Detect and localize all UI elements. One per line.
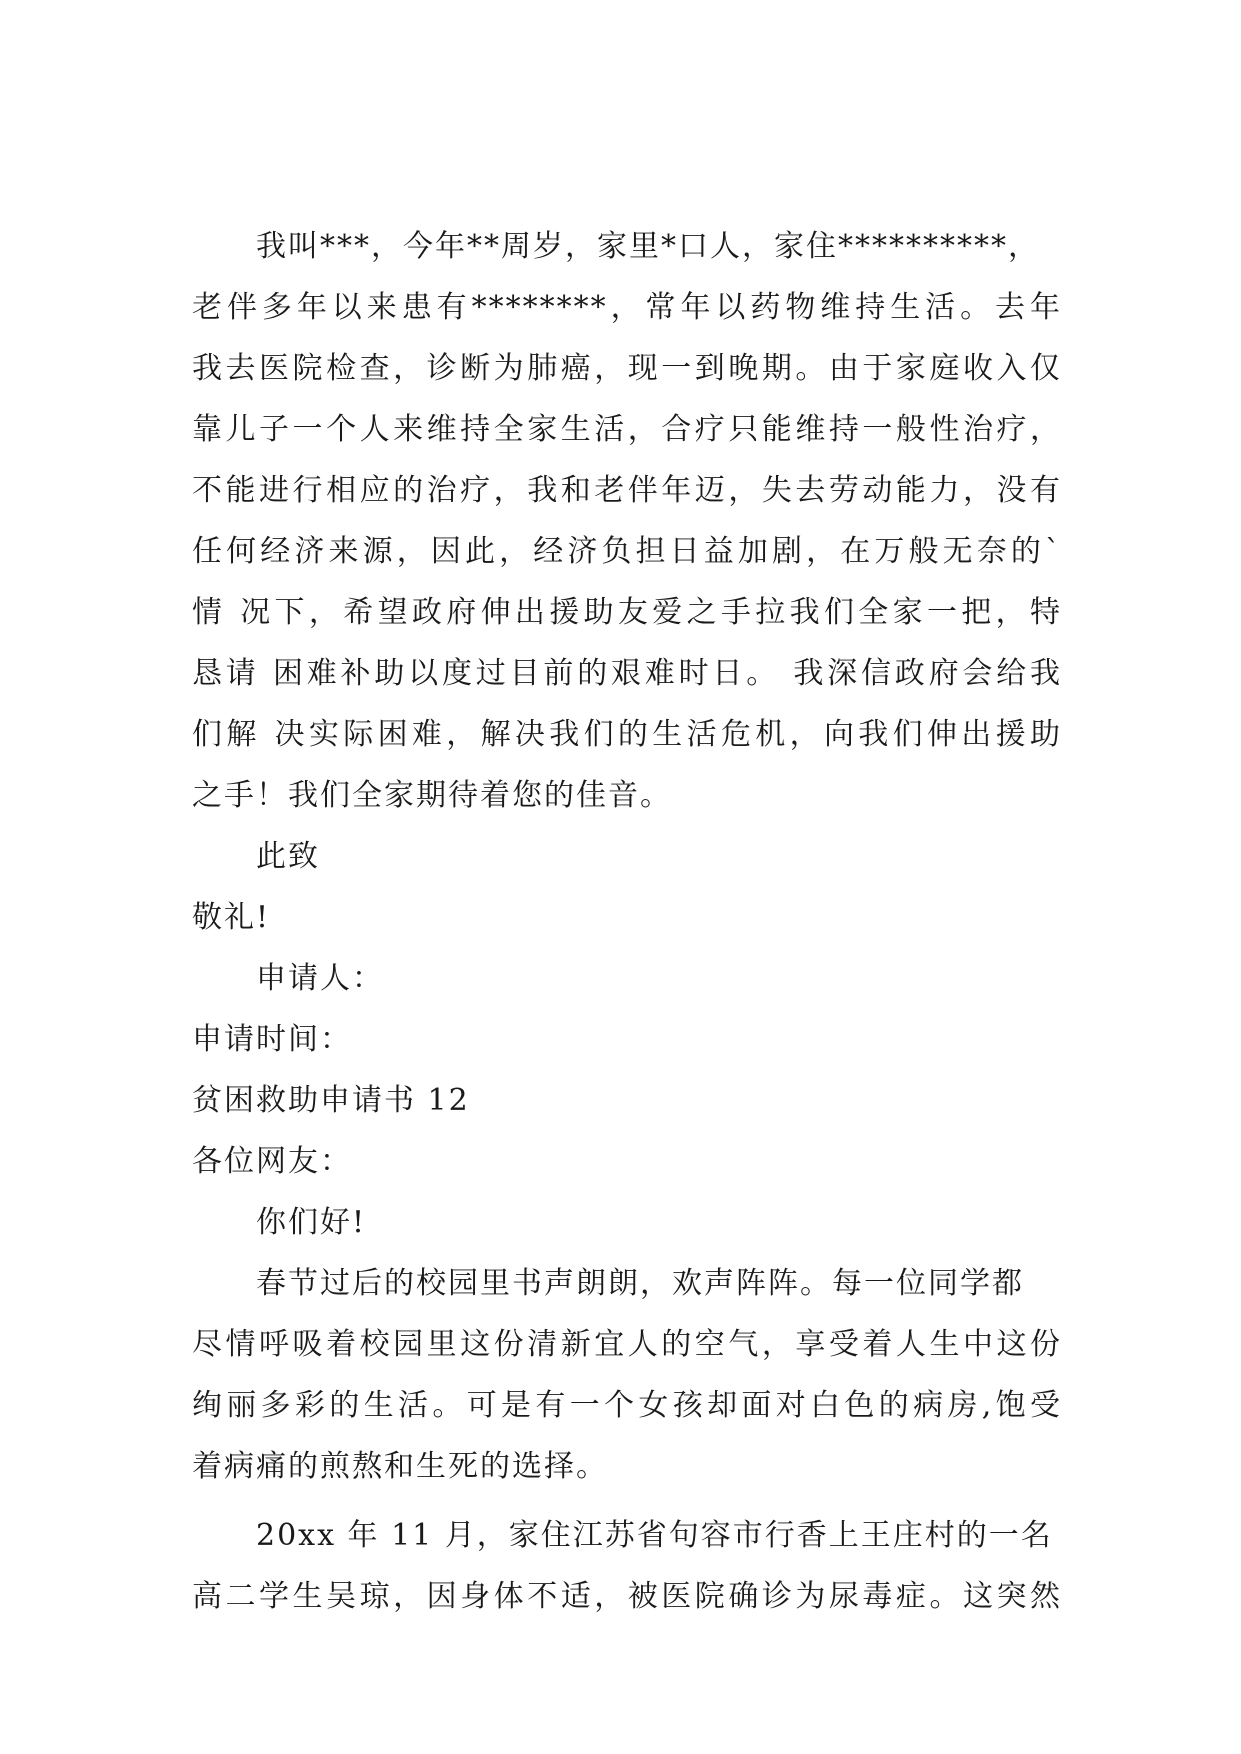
text-line: 任何经济来源，因此，经济负担日益加剧，在万般无奈的` bbox=[192, 534, 1062, 569]
text-line: 20xx 年 11 月，家住江苏省句容市行香上王庄村的一名 bbox=[256, 1518, 1053, 1553]
text-line: 不能进行相应的治疗，我和老伴年迈，失去劳动能力，没有 bbox=[192, 473, 1062, 508]
text-line: 之手！我们全家期待着您的佳音。 bbox=[192, 778, 672, 813]
text-line: 绚丽多彩的生活。可是有一个女孩却面对白色的病房,饱受 bbox=[192, 1388, 1062, 1423]
document-body bbox=[192, 216, 1062, 1627]
text-line: 靠儿子一个人来维持全家生活，合疗只能维持一般性治疗， bbox=[192, 412, 1062, 447]
text-line: 情 况下，希望政府伸出援助友爱之手拉我们全家一把，特 bbox=[192, 595, 1062, 630]
paragraph-campus bbox=[192, 1253, 1062, 1497]
text-line: 春节过后的校园里书声朗朗，欢声阵阵。每一位同学都 bbox=[256, 1266, 1024, 1301]
text-line: 恳请 困难补助以度过目前的艰难时日。 我深信政府会给我 bbox=[192, 656, 1062, 691]
greeting-recipient: 各位网友： bbox=[192, 1144, 352, 1179]
apply-time-label: 申请时间： bbox=[192, 1022, 352, 1057]
text-line: 我叫***，今年**周岁，家里*口人，家住**********， bbox=[256, 229, 1040, 264]
text-line: 尽情呼吸着校园里这份清新宜人的空气，享受着人生中这份 bbox=[192, 1327, 1062, 1362]
paragraph-application bbox=[192, 216, 1062, 826]
text-line: 老伴多年以来患有********，常年以药物维持生活。去年 bbox=[192, 290, 1062, 325]
paragraph-gap bbox=[192, 1497, 1062, 1505]
greeting-hello: 你们好! bbox=[256, 1205, 367, 1240]
text-line: 我去医院检查，诊断为肺癌，现一到晚期。由于家庭收入仅 bbox=[192, 351, 1062, 386]
section-title: 贫困救助申请书 12 bbox=[192, 1083, 470, 1118]
text-line: 高二学生吴琼，因身体不适，被医院确诊为尿毒症。这突然 bbox=[192, 1579, 1062, 1614]
text-line: 着病痛的煎熬和生死的选择。 bbox=[192, 1449, 608, 1484]
applicant-label: 申请人： bbox=[256, 961, 384, 996]
closing-cizhi: 此致 bbox=[256, 839, 320, 874]
text-line: 们解 决实际困难，解决我们的生活危机，向我们伸出援助 bbox=[192, 717, 1062, 752]
paragraph-student bbox=[192, 1505, 1062, 1627]
closing-jingli: 敬礼! bbox=[192, 900, 271, 935]
